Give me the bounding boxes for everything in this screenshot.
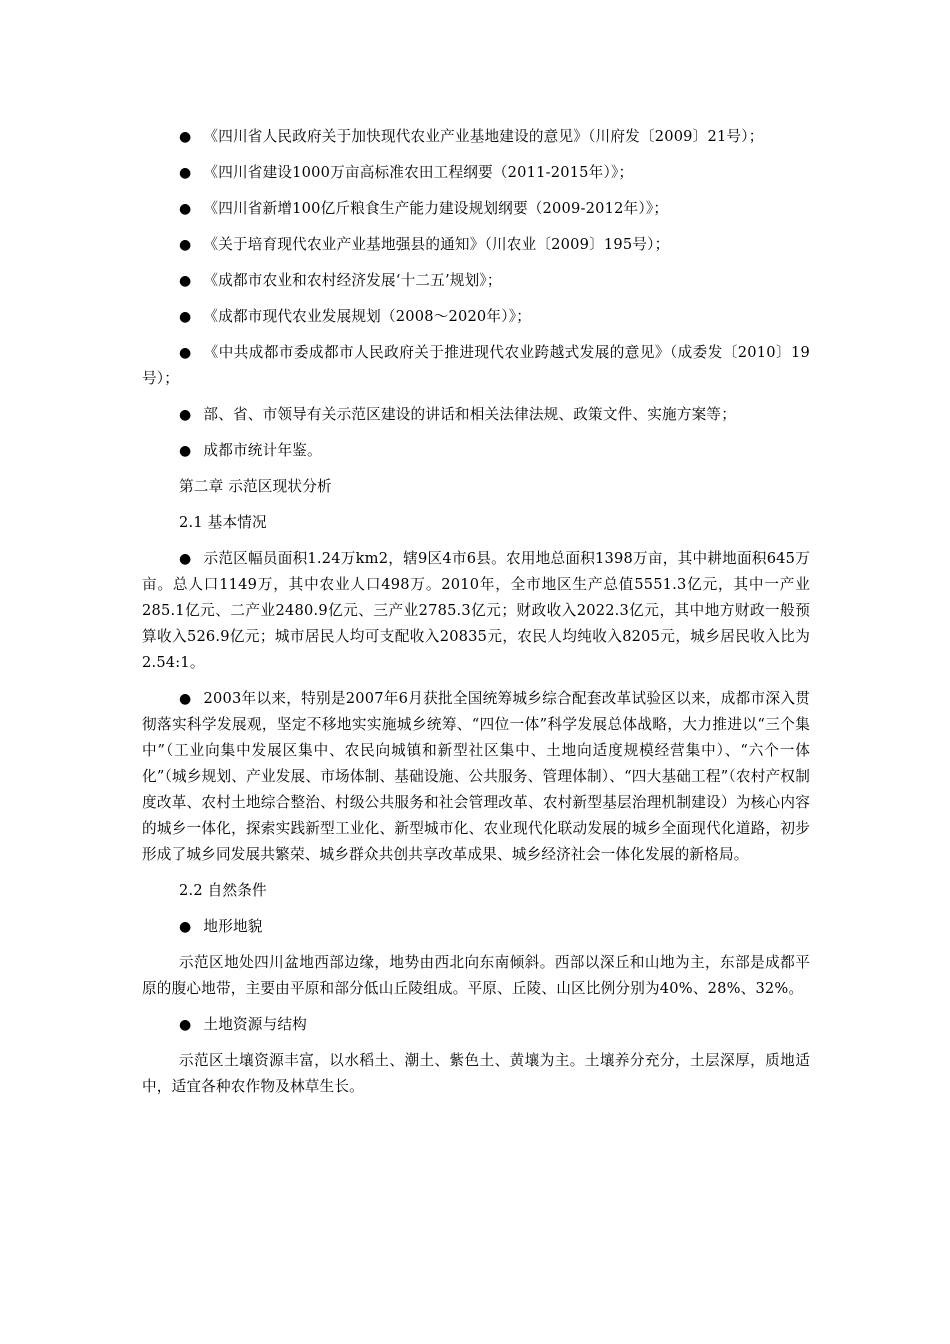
terrain-heading: ● 地形地貌 [142,914,810,940]
reference-item: ● 部、省、市领导有关示范区建设的讲话和相关法律法规、政策文件、实施方案等； [142,402,810,428]
reference-item: ● 《中共成都市委成都市人民政府关于推进现代农业跨越式发展的意见》（成委发〔2010〕19号）； [142,340,810,392]
document-page [142,124,810,1110]
chapter-title: 第二章 示范区现状分析 [179,478,332,495]
reference-item: ● 成都市统计年鉴。 [142,438,810,464]
land-paragraph: 示范区土壤资源丰富，以水稻土、潮土、紫色土、黄壤为主。土壤养分充分，土层深厚，质地适中，适宜各种农作物及林草生长。 [142,1052,810,1095]
reform-paragraph: ● 2003年以来，特别是2007年6月获批全国统筹城乡综合配套改革试验区以来，成都市深入贯彻落实科学发展观，坚定不移地实实施城乡统筹、“四位一体”科学发展总体战略，大力推进以“三个集中”（工业向集中发展区集中、农民向城镇和新型社区集中、土地向适度规模经营集中）、“六个一体化”（城乡规划、产业发展、市场体制、基础设施、公共服务、管理体制）、“四大基础工程”（农村产权制度改革、农村土地综合整治、村级公共服务和社会管理改革、农村新型基层治理机制建设）为核心内容的城乡一体化，探索实践新型工业化、新型城市化、农业现代化联动发展的城乡全面现代化道路，初步形成了城乡同发展共繁荣、城乡群众共创共享改革成果、城乡经济社会一体化发展的新格局。 [142,686,810,868]
reference-item: ● 《四川省新增100亿斤粮食生产能力建设规划纲要（2009-2012年）》； [142,196,810,222]
reference-item: ● 《四川省建设1000万亩高标准农田工程纲要（2011-2015年）》； [142,160,810,186]
basic-info-paragraph: ● 示范区幅员面积1.24万km2，辖9区4市6县。农用地总面积1398万亩，其中耕地面积645万亩。总人口1149万，其中农业人口498万。2010年，全市地区生产总值5551.3亿元，其中一产业285.1亿元、二产业2480.9亿元、三产业2785.3亿元；财政收入2022.3亿元，其中地方财政一般预算收入526.9亿元；城市居民人均可支配收入20835元，农民人均纯收入8205元，城乡居民收入比为2.54:1。 [142,546,810,676]
reference-item: ● 《成都市现代农业发展规划（2008～2020年）》； [142,304,810,330]
reference-item: ● 《关于培育现代农业产业基地强县的通知》（川农业〔2009〕195号）； [142,232,810,258]
reference-item: ● 《成都市农业和农村经济发展‘十二五’规划》； [142,268,810,294]
section-title-2-2: 2.2 自然条件 [179,882,267,899]
terrain-paragraph: 示范区地处四川盆地西部边缘，地势由西北向东南倾斜。西部以深丘和山地为主，东部是成都平原的腹心地带，主要由平原和部分低山丘陵组成。平原、丘陵、山区比例分别为40%、28%、32%。 [142,954,810,997]
reference-item: ● 《四川省人民政府关于加快现代农业产业基地建设的意见》（川府发〔2009〕21号）； [142,124,810,150]
land-heading: ● 土地资源与结构 [142,1012,810,1038]
section-title-2-1: 2.1 基本情况 [179,514,267,531]
